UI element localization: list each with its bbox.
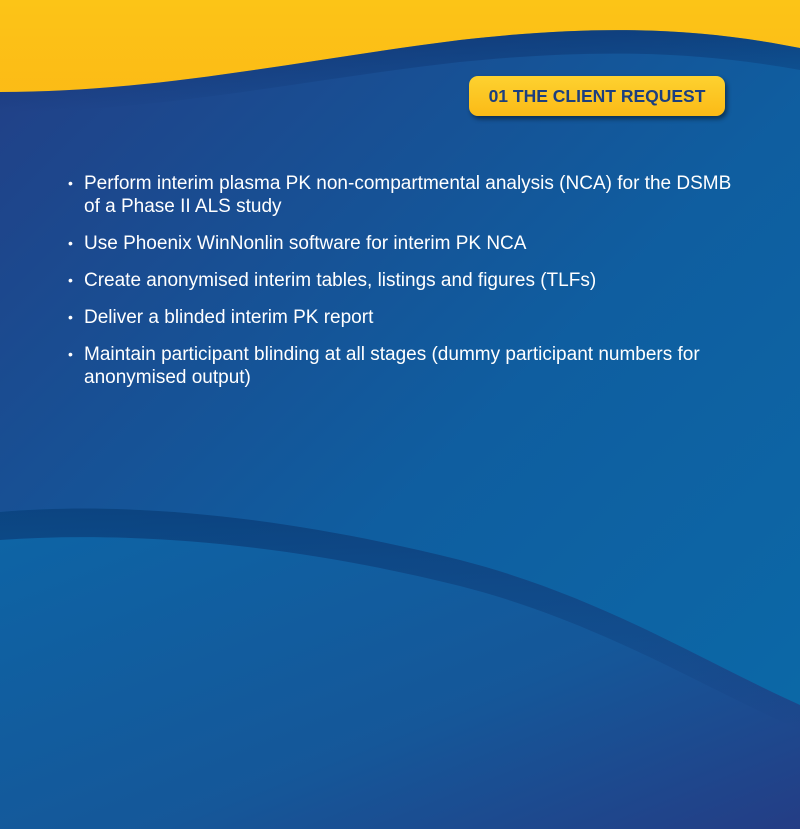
list-item-text: Deliver a blinded interim PK report [84, 307, 374, 328]
list-item [68, 269, 736, 292]
list-item-text: Use Phoenix WinNonlin software for interim PK NCA [84, 233, 527, 254]
client-request-list [68, 172, 736, 403]
list-item [68, 172, 736, 218]
list-item [68, 306, 736, 329]
bullet-icon: • [68, 346, 73, 362]
list-item-text: Create anonymised interim tables, listings and figures (TLFs) [84, 270, 597, 291]
list-item-text: Perform interim plasma PK non-compartmental analysis (NCA) for the DSMB of a Phase II ALS study [84, 173, 732, 217]
bullet-icon: • [68, 272, 73, 288]
list-item-text: Maintain participant blinding at all stages (dummy participant numbers for anonymised output) [84, 344, 700, 388]
bullet-icon: • [68, 175, 73, 191]
section-badge: 01 THE CLIENT REQUEST [469, 76, 725, 116]
list-item [68, 343, 736, 389]
bullet-icon: • [68, 235, 73, 251]
bullet-icon: • [68, 309, 73, 325]
list-item [68, 232, 736, 255]
